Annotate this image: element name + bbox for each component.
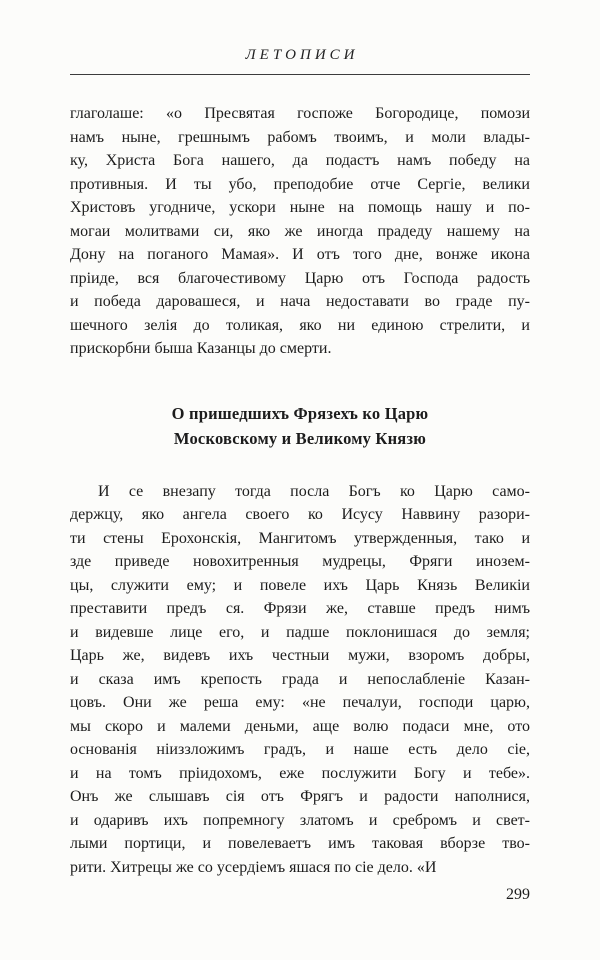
text-line: Дону на поганого Мамая». И отъ того дне, вонже икона: [70, 246, 530, 263]
text-line: пріиде, вся благочестивому Царю отъ Господа радость: [70, 269, 530, 287]
section-heading-line-2: Московскому и Великому Князю: [173, 429, 427, 448]
text-line: могаи молитвами си, яко же иногда прадеду нашему на: [70, 222, 530, 240]
text-line: прискорбни быша Казанцы до смерти.: [70, 340, 332, 357]
text-line: цовъ. Они же реша ему: «не печалуи, господи царю,: [70, 694, 530, 711]
text-line: и одаривъ ихъ попремногу златомъ и сребромъ и свет-: [70, 811, 530, 829]
header-rule: [70, 74, 530, 75]
text-line: и на томъ пріидохомъ, еже послужити Богу и тебе».: [70, 764, 530, 782]
text-line: И се внезапу тогда посла Богъ ко Царю само-: [98, 482, 530, 500]
text-line: противныя. И ты убо, преподобие отче Сергіе, велики: [70, 175, 530, 193]
running-header: ЛЕТОПИСИ: [245, 47, 359, 63]
text-line: и видевше лице его, и падше поклонишася до земля;: [70, 623, 530, 641]
text-line: Царь же, видевъ ихъ честныи мужи, взоромъ добры,: [70, 647, 530, 664]
text-line: мы скоро и малеми деньми, аще волю подаси мне, ото: [70, 717, 530, 735]
text-line: основанія ніиззложимъ градъ, и наше есть дело сіе,: [70, 741, 530, 758]
text-line: ти стены Ерохонскія, Мангитомъ утвержденныя, тако и: [70, 529, 530, 547]
text-line: и победа даровашеся, и нача недоставати во граде пу-: [70, 293, 530, 310]
text-line: зде приведе новохитренныя мудрецы, Фряги инозем-: [70, 553, 530, 570]
text-line: Онъ же слышавъ сія отъ Фрягъ и радости наполнися,: [70, 788, 530, 805]
text-line: держцу, яко ангела своего ко Исусу Наввину разори-: [70, 506, 530, 523]
paragraph-body: [70, 480, 530, 880]
text-line: преставити предъ ся. Фрязи же, ставше предъ нимъ: [70, 600, 530, 617]
paragraph-continuation: [70, 102, 530, 361]
text-line: и сказа имъ крепость града и непослабленіе Казан-: [70, 670, 530, 688]
text-line: цы, служити ему; и повеле ихъ Царь Князь Великіи: [70, 576, 530, 594]
text-line: намъ ныне, грешнымъ рабомъ твоимъ, и моли влады-: [70, 128, 530, 146]
text-line: рити. Хитрецы же со усердіемъ яшася по сіе дело. «И: [70, 858, 437, 876]
text-line: лыми портици, и повелеваетъ имъ таковая вборзе тво-: [70, 835, 530, 852]
text-line: шечного зелія до толикая, яко ни единою стрелити, и: [70, 316, 530, 334]
page-number: 299: [506, 886, 530, 903]
section-heading: [70, 401, 530, 452]
text-line: глаголаше: «о Пресвятая госпоже Богородице, помози: [70, 105, 530, 122]
section-heading-line-1: О пришедшихъ Фрязехъ ко Царю: [171, 403, 429, 423]
text-line: Христовъ угодниче, ускори ныне на помощь нашу и по-: [70, 199, 530, 216]
text-line: ку, Христа Бога нашего, да подастъ намъ победу на: [70, 152, 530, 169]
